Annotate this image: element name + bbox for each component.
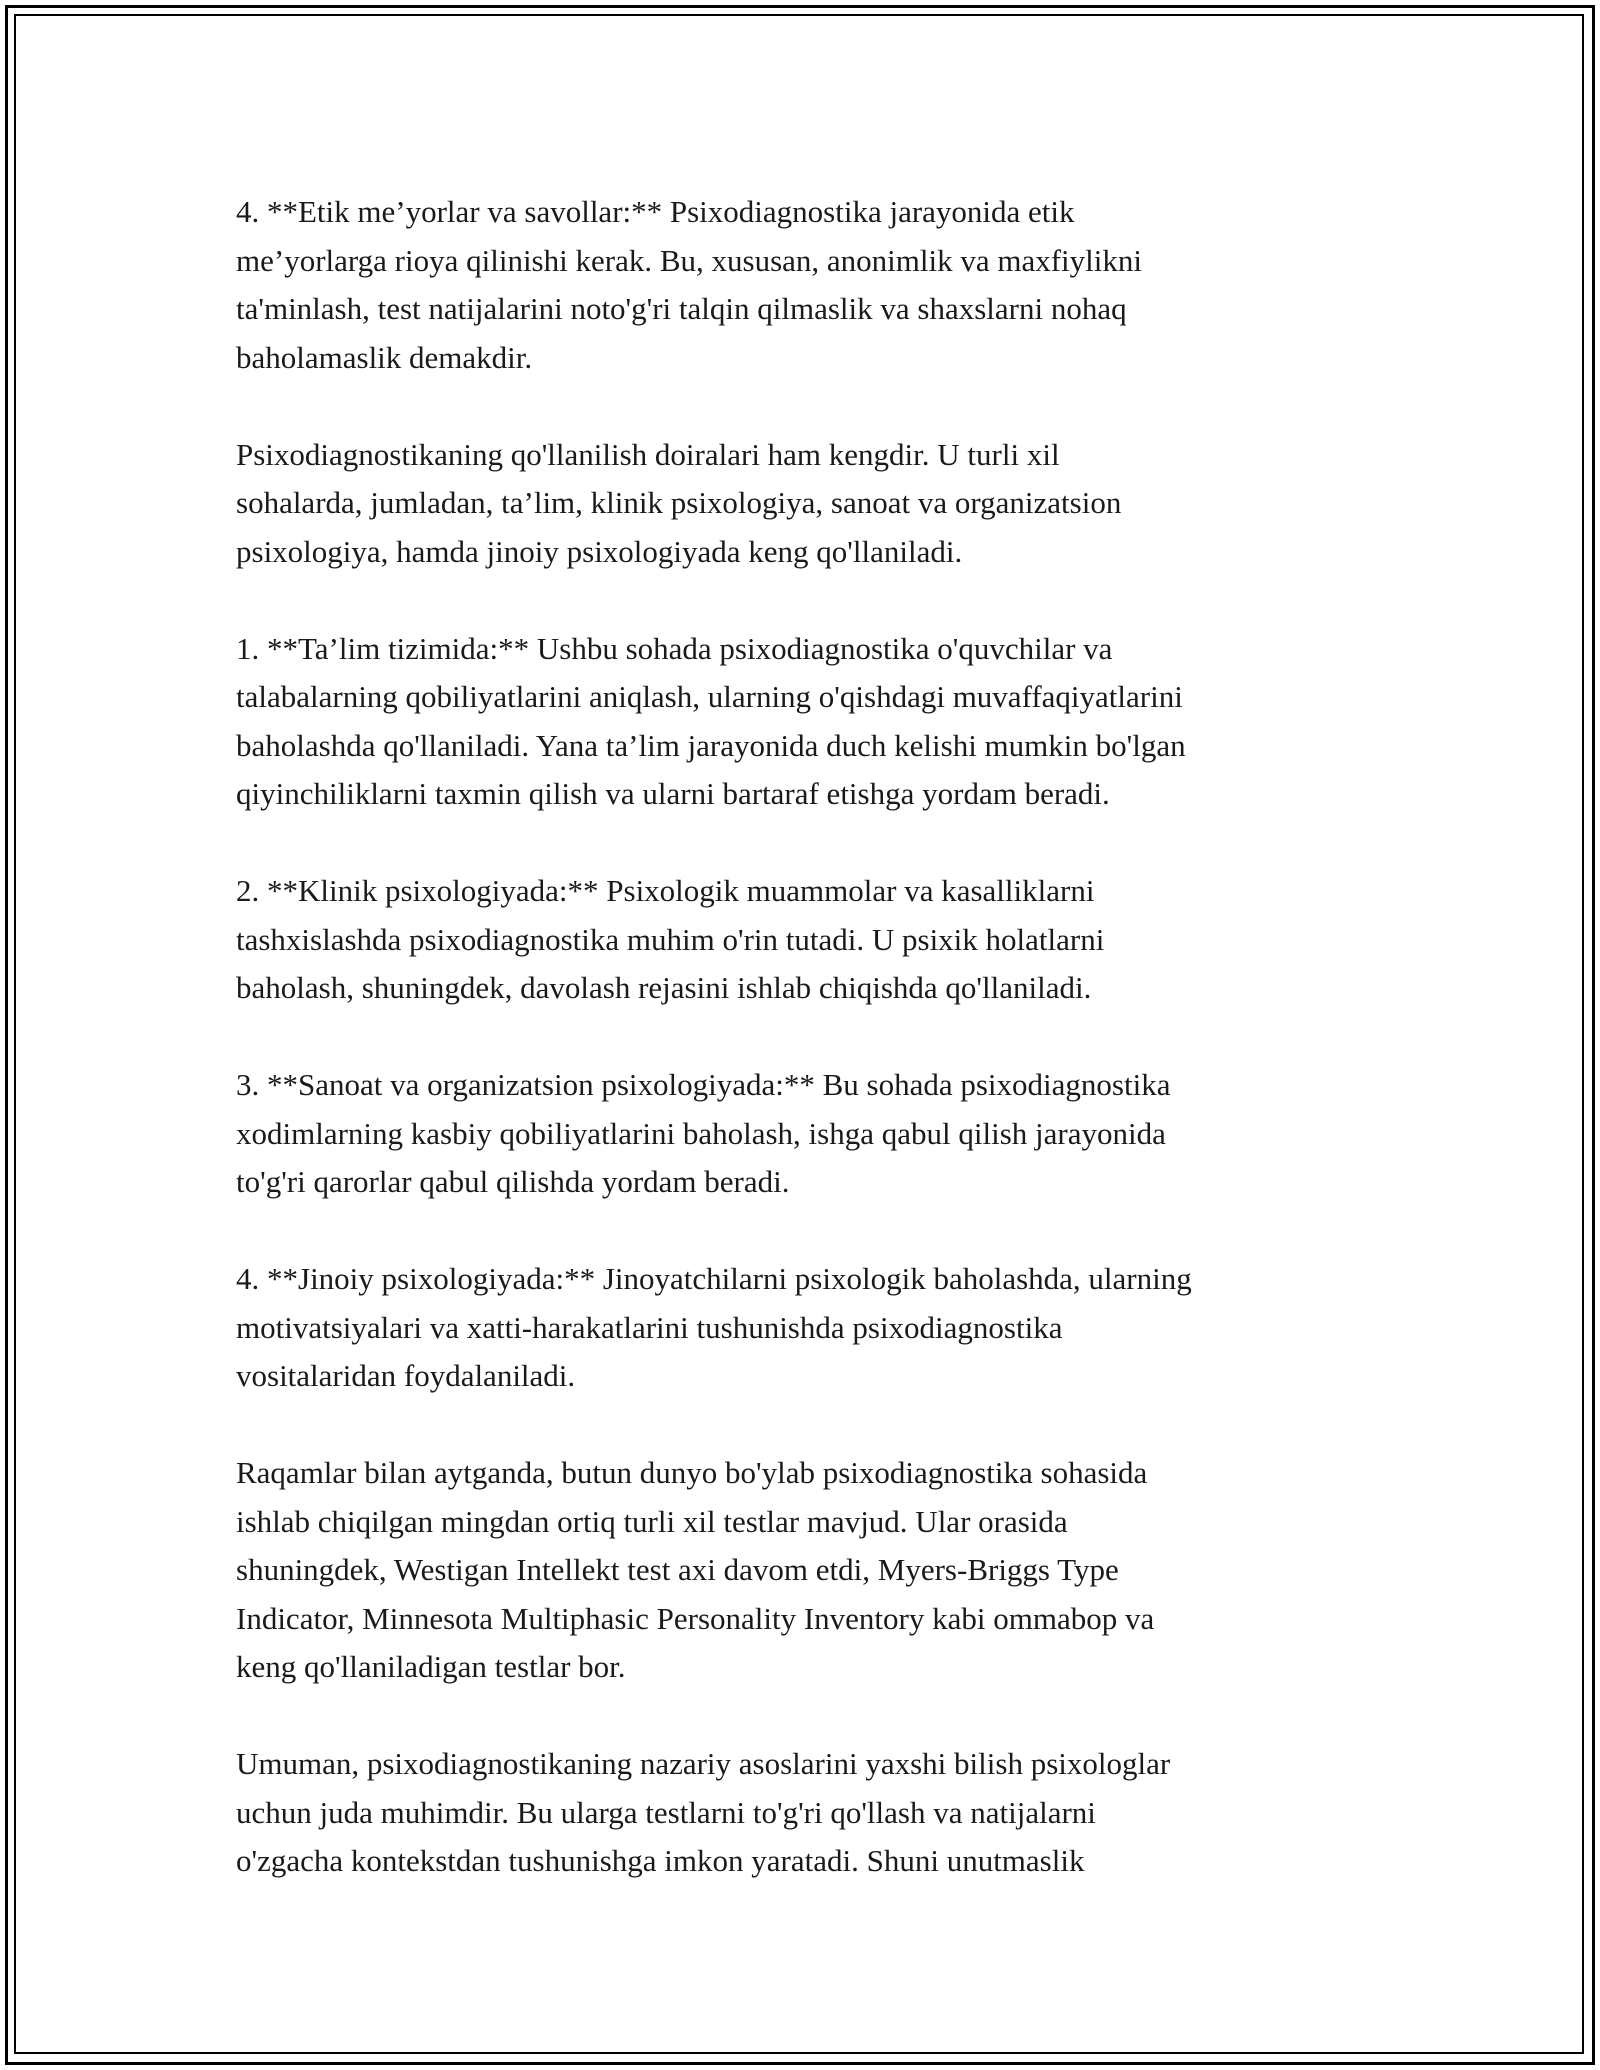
text-line: shuningdek, Westigan Intellekt test axi davom etdi, Myers-Briggs Type	[236, 1552, 1119, 1587]
paragraph-ethics	[236, 188, 1376, 382]
text-line: tashxislashda psixodiagnostika muhim o'rin tutadi. U psixik holatlarni	[236, 921, 1105, 957]
text-line: Umuman, psixodiagnostikaning nazariy asoslarini yaxshi bilish psixologlar	[236, 1746, 1171, 1781]
paragraph-education	[236, 625, 1376, 819]
text-line: 1. **Ta’lim tizimida:** Ushbu sohada psixodiagnostika o'quvchilar va	[236, 630, 1113, 666]
paragraph-industrial	[236, 1061, 1376, 1207]
text-line: 2. **Klinik psixologiyada:** Psixologik muammolar va kasalliklarni	[236, 873, 1095, 908]
text-line: o'zgacha kontekstdan tushunishga imkon yaratadi. Shuni unutmaslik	[236, 1843, 1085, 1878]
text-line: sohalarda, jumladan, ta’lim, klinik psixologiya, sanoat va organizatsion	[236, 485, 1122, 520]
text-line: ta'minlash, test natijalarini noto'g'ri talqin qilmaslik va shaxslarni nohaq	[236, 291, 1127, 326]
document-body	[236, 188, 1376, 1886]
text-line: baholash, shuningdek, davolash rejasini ishlab chiqishda qo'llaniladi.	[236, 970, 1092, 1005]
paragraph-clinical	[236, 867, 1376, 1013]
text-line: Psixodiagnostikaning qo'llanilish doiralari ham kengdir. U turli xil	[236, 436, 1060, 472]
text-line: Indicator, Minnesota Multiphasic Personality Inventory kabi ommabop va	[236, 1600, 1155, 1636]
text-line: baholamaslik demakdir.	[236, 339, 533, 375]
text-line: qiyinchiliklarni taxmin qilish va ularni bartaraf etishga yordam beradi.	[236, 776, 1110, 811]
text-line: vositalaridan foydalaniladi.	[236, 1358, 576, 1393]
text-line: to'g'ri qarorlar qabul qilishda yordam beradi.	[236, 1164, 790, 1199]
text-line: psixologiya, hamda jinoiy psixologiyada keng qo'llaniladi.	[236, 533, 963, 569]
text-line: talabalarning qobiliyatlarini aniqlash, ularning o'qishdagi muvaffaqiyatlarini	[236, 679, 1183, 714]
text-line: ishlab chiqilgan mingdan ortiq turli xil testlar mavjud. Ular orasida	[236, 1503, 1068, 1539]
paragraph-conclusion	[236, 1740, 1376, 1886]
paragraph-application-areas	[236, 431, 1376, 577]
text-line: motivatsiyalari va xatti-harakatlarini tushunishda psixodiagnostika	[236, 1309, 1063, 1345]
text-line: 4. **Jinoiy psixologiyada:** Jinoyatchilarni psixologik baholashda, ularning	[236, 1261, 1192, 1296]
text-line: me’yorlarga rioya qilinishi kerak. Bu, xususan, anonimlik va maxfiylikni	[236, 242, 1143, 278]
text-line: baholashda qo'llaniladi. Yana ta’lim jarayonida duch kelishi mumkin bo'lgan	[236, 727, 1186, 763]
text-line: xodimlarning kasbiy qobiliyatlarini baholash, ishga qabul qilish jarayonida	[236, 1115, 1166, 1151]
text-line: Raqamlar bilan aytganda, butun dunyo bo'ylab psixodiagnostika sohasida	[236, 1455, 1148, 1490]
paragraph-statistics	[236, 1449, 1376, 1692]
text-line: 3. **Sanoat va organizatsion psixologiyada:** Bu sohada psixodiagnostika	[236, 1067, 1171, 1102]
text-line: 4. **Etik me’yorlar va savollar:** Psixodiagnostika jarayonida etik	[236, 194, 1075, 229]
text-line: keng qo'llaniladigan testlar bor.	[236, 1649, 626, 1684]
text-line: uchun juda muhimdir. Bu ularga testlarni to'g'ri qo'llash va natijalarni	[236, 1794, 1096, 1830]
paragraph-criminal	[236, 1255, 1376, 1401]
